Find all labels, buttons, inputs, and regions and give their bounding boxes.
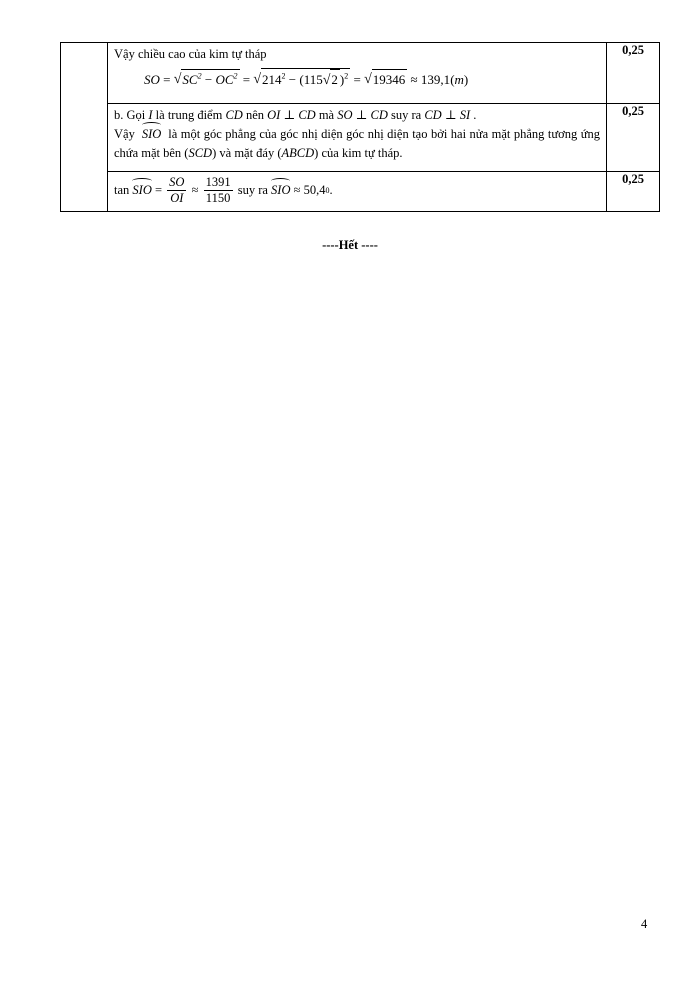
score-cell: 0,25: [607, 43, 660, 104]
table-row: [61, 172, 660, 212]
end-marker: ----Hết ----: [322, 238, 378, 252]
angle-symbol: SIO: [132, 181, 151, 200]
height-formula: SO = √ $SC^2 - OC^2$ = √ $214^2 - (115√2$ )$^2$ = √ 19346 ≈ 139,1(m): [114, 68, 600, 90]
solution-line-2: Vậy SIO là một góc phẳng của góc nhị diện góc nhị diện tạo bởi hai nửa mặt phẳng tương ứng chứa mặt bên (SCD) và mặt đáy (ABCD) của kim tự tháp.: [114, 127, 601, 160]
solution-cell: [108, 104, 607, 172]
angle-symbol: SIO: [271, 181, 290, 200]
question-number-cell: [61, 43, 108, 212]
solution-text: Vậy chiều cao của kim tự tháp: [114, 47, 267, 61]
score-cell: 0,25: [607, 172, 660, 212]
score-cell: 0,25: [607, 104, 660, 172]
fraction: $\frac{1391}{1150}$: [205, 175, 231, 205]
solution-cell: tan SIO = $\frac{SO}{OI}$ ≈ $\frac{1391}{1150}$ suy ra SIO ≈ 50,4 0 .: [108, 172, 607, 212]
page-number: 4: [641, 917, 648, 931]
grading-table: [60, 42, 660, 212]
angle-symbol: SIO: [142, 125, 161, 144]
solution-line-1: b. Gọi I là trung điểm CD nên OI ⊥ CD mà SO ⊥ CD suy ra CD ⊥ SI .: [114, 108, 477, 122]
table-row: [61, 104, 660, 172]
solution-cell: [108, 43, 607, 104]
answer-table-section: [60, 42, 658, 212]
fraction: $\frac{SO}{OI}$: [169, 175, 185, 205]
table-row: [61, 43, 660, 104]
